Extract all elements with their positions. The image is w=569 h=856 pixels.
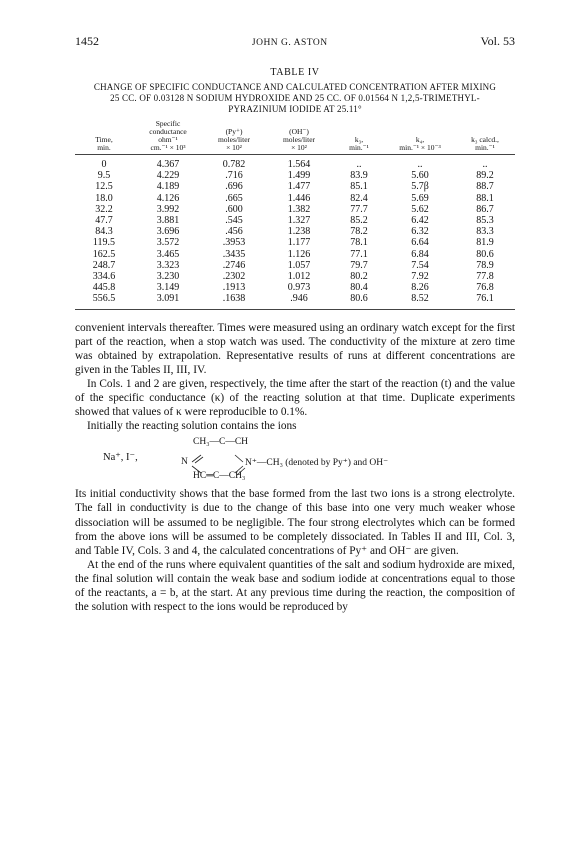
table-cell: 3.696 [156, 226, 180, 238]
table-cell: 4.229 [156, 170, 180, 182]
column-header-line: k₃, [354, 135, 364, 144]
table-cell: 76.1 [476, 293, 494, 305]
table-row [75, 170, 515, 181]
table-row [75, 193, 515, 204]
table-cell: 32.2 [95, 203, 113, 215]
table-body [75, 155, 515, 310]
table-cell: 3.149 [156, 282, 180, 294]
table-cell: 84.3 [95, 226, 113, 238]
table-cell: 4.367 [156, 159, 180, 170]
table-cell: .665 [225, 192, 243, 204]
table-cell: .. [482, 159, 488, 170]
table-cell: 80.6 [476, 248, 494, 260]
table-cell: 248.7 [92, 259, 116, 271]
table-cell: 85.2 [350, 215, 368, 227]
column-header-line: × 10² [291, 143, 307, 152]
column-header-line: (OH⁻) [289, 127, 309, 136]
formula-left-nitrogen: N [181, 457, 188, 468]
table-cell: 1.177 [287, 237, 311, 249]
running-header [75, 34, 515, 49]
paragraph: Initially the reacting solution contains the ions [87, 420, 297, 433]
column-header-line: Specific [155, 119, 181, 128]
table-cell: .1913 [222, 282, 246, 294]
formula-ions: Na⁺, I⁻, [103, 452, 138, 464]
caption-line: 25 CC. OF 0.03128 N SODIUM HYDROXIDE AND 25 CC. OF 0.01564 N 1,2,5-TRIMETHYL- [110, 93, 480, 103]
body-text [75, 321, 515, 615]
column-header-line [387, 120, 453, 128]
table-caption [75, 82, 515, 115]
column-header [75, 120, 133, 155]
table-cell: 0 [101, 159, 107, 170]
table-cell: 1.499 [287, 170, 311, 182]
table-cell: 9.5 [97, 170, 111, 182]
table-cell: 3.881 [156, 215, 180, 227]
table-cell: .696 [225, 181, 243, 193]
table-cell: 3.323 [156, 259, 180, 271]
table-row [75, 226, 515, 237]
table-cell: .. [417, 159, 423, 170]
table-cell: 83.9 [350, 170, 368, 182]
column-header-line: k₄, [415, 135, 425, 144]
column-header [203, 120, 265, 155]
column-header [265, 120, 333, 155]
table-cell: 1.446 [287, 192, 311, 204]
table-cell: 0.782 [222, 159, 246, 170]
table-cell: .545 [225, 215, 243, 227]
column-header-line [77, 120, 131, 128]
formula-top: CH₃—C—CH [193, 437, 249, 448]
table-cell: 3.091 [156, 293, 180, 305]
table-cell: 7.92 [411, 271, 429, 283]
table-cell: .2302 [222, 271, 246, 283]
table-cell: 445.8 [92, 282, 116, 294]
table-row [75, 181, 515, 192]
table-cell: 80.6 [350, 293, 368, 305]
table-cell: 77.1 [350, 248, 368, 260]
column-header-line [457, 120, 513, 128]
table-cell: 89.2 [476, 170, 494, 182]
table-cell: 88.7 [476, 181, 494, 193]
column-header-line: moles/liter [282, 135, 316, 144]
table-cell: 47.7 [95, 215, 113, 227]
table-cell: 8.26 [411, 282, 429, 294]
page-number: 1452 [75, 34, 99, 48]
column-header-line: min.⁻¹ [475, 143, 495, 152]
column-header-line: ohm⁻¹ [158, 135, 178, 144]
table-cell: 7.54 [411, 259, 429, 271]
table-cell: 5.62 [411, 203, 429, 215]
table-row [75, 260, 515, 271]
table-cell: 1.382 [287, 203, 311, 215]
journal-page [75, 34, 515, 614]
pyrazinium-structure-formula [75, 435, 515, 483]
table-cell: 3.572 [156, 237, 180, 249]
table-cell: 1.327 [287, 215, 311, 227]
table-cell: 78.1 [350, 237, 368, 249]
table-cell: 80.4 [350, 282, 368, 294]
table-row [75, 293, 515, 309]
column-header-line: (Py⁺) [225, 127, 243, 136]
caption-line: CHANGE OF SPECIFIC CONDUCTANCE AND CALCULATED CONCENTRATION AFTER MIXING [93, 82, 497, 92]
table-cell: .3435 [222, 248, 246, 260]
column-header-line: Time, [95, 135, 113, 144]
table-cell: .946 [290, 293, 308, 305]
paragraph: Its initial conductivity shows that the base formed from the last two ions is a strong electrolyte. The fall in conductivity is due to the change of this base into one very much weaker whose dissociation will be assumed to be negligible. The four strong electrolytes which can be formed from the above ions will be assumed to be completely dissociated. In Tables II and III, Col. 3, and Table IV, Cols. 3 and 4, the calculated concentrations of Py⁺ and OH⁻ are given. [75, 488, 515, 557]
table-row [75, 249, 515, 260]
table-label: TABLE IV [270, 67, 320, 78]
formula-right-nitrogen: N⁺—CH₃ (denoted by Py⁺) and OH⁻ [245, 458, 389, 469]
table-cell: 8.52 [411, 293, 429, 305]
table-cell: 85.3 [476, 215, 494, 227]
table-cell: .2746 [222, 259, 246, 271]
column-header [385, 120, 455, 155]
table-cell: 1.126 [287, 248, 311, 260]
table-header-row [75, 120, 515, 155]
column-header-line: cm.⁻¹ × 10³ [150, 143, 186, 152]
table-cell: 83.3 [476, 226, 494, 238]
table-cell: 77.7 [350, 203, 368, 215]
table-cell: 88.1 [476, 192, 494, 204]
column-header [333, 120, 385, 155]
paragraph: At the end of the runs where equivalent quantities of the salt and sodium hydroxide are mixed, the final solution will contain the weak base and sodium iodide at concentrations equal to those of the reactants, a = b, at the start. At any previous time during the reaction, the composition of the solution with respect to the ions would be reproduced by [75, 558, 515, 614]
table-cell: 1.564 [287, 159, 311, 170]
table-cell: .3953 [222, 237, 246, 249]
table-cell: 76.8 [476, 282, 494, 294]
table-cell: 1.238 [287, 226, 311, 238]
table-cell: .1638 [222, 293, 246, 305]
author-name: JOHN G. ASTON [251, 38, 328, 48]
column-header-line: min. [97, 143, 111, 152]
table-cell: 6.42 [411, 215, 429, 227]
table-cell: 77.8 [476, 271, 494, 283]
table-cell: 162.5 [92, 248, 116, 260]
volume-label: Vol. 53 [480, 34, 515, 48]
table-cell: 78.2 [350, 226, 368, 238]
table-cell: 5.69 [411, 192, 429, 204]
table-cell: 6.64 [411, 237, 429, 249]
column-header-line [335, 120, 383, 128]
column-header [133, 120, 203, 155]
table-row [75, 215, 515, 226]
formula-bottom: HC═C—CH₃ [193, 471, 246, 482]
column-header-line: conductance [149, 127, 187, 136]
table-cell: 6.32 [411, 226, 429, 238]
table-cell: 86.7 [476, 203, 494, 215]
table-row [75, 271, 515, 282]
table-cell: 78.9 [476, 259, 494, 271]
table-cell: 556.5 [92, 293, 116, 305]
paragraph: convenient intervals thereafter. Times were measured using an ordinary watch except for the first part of the reaction, when a stop watch was used. The conductivity of the mixture at zero time was obtained by extrapolation. Representative results of runs at different concentrations are given in the Tables II, III, IV. [75, 321, 515, 376]
table-row [75, 155, 515, 171]
column-header-line: × 10² [226, 143, 242, 152]
table-cell: 12.5 [95, 181, 113, 193]
table-row [75, 282, 515, 293]
paragraph: In Cols. 1 and 2 are given, respectively, the time after the start of the reaction (t) and the value of the specific conductance (κ) of the reacting solution at that time. Duplicate experiments showed that values of κ were reproducible to 0.1%. [75, 378, 515, 419]
table-cell: 81.9 [476, 237, 494, 249]
table-cell: 80.2 [350, 271, 368, 283]
table-cell: 1.057 [287, 259, 311, 271]
table-cell: 6.84 [411, 248, 429, 260]
column-header-line: min.⁻¹ [349, 143, 369, 152]
table-row [75, 204, 515, 215]
table-cell: 5.60 [411, 170, 429, 182]
table-cell: 85.1 [350, 181, 368, 193]
table-cell: 119.5 [92, 237, 116, 249]
table-cell: 1.477 [287, 181, 311, 193]
table-cell: 1.012 [287, 271, 311, 283]
table-cell: .600 [225, 203, 243, 215]
table-cell: 79.7 [350, 259, 368, 271]
table-cell: 4.189 [156, 181, 180, 193]
data-table [75, 120, 515, 310]
column-header-line: moles/liter [217, 135, 251, 144]
table-row [75, 237, 515, 248]
table-cell: 334.6 [92, 271, 116, 283]
column-header-line: min.⁻¹ × 10⁻³ [399, 143, 441, 152]
caption-line: PYRAZINIUM IODIDE AT 25.11° [228, 104, 362, 114]
table-cell: .. [356, 159, 362, 170]
column-header-line: k₃ calcd., [471, 135, 499, 144]
table-cell: 3.465 [156, 248, 180, 260]
column-header [455, 120, 515, 155]
table-cell: .716 [225, 170, 243, 182]
table-cell: 3.992 [156, 203, 180, 215]
table-cell: 3.230 [156, 271, 180, 283]
table-cell: .456 [225, 226, 243, 238]
table-cell: 18.0 [95, 192, 113, 204]
table-cell: 82.4 [350, 192, 368, 204]
table-cell: 0.973 [287, 282, 311, 294]
table-cell: 4.126 [156, 192, 180, 204]
table-cell: 5.7β [411, 181, 429, 193]
